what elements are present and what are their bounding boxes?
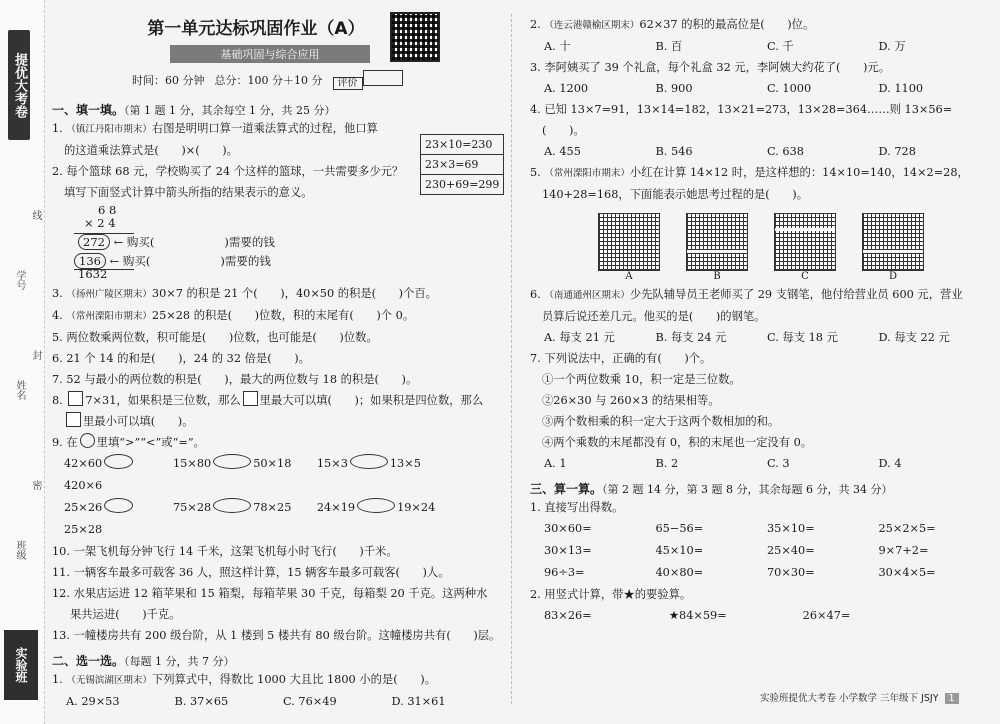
choice-7-item-4: ④两个乘数的末尾都没有 0，积的末尾也一定没有 0。 [542, 436, 813, 449]
left-column [52, 14, 500, 712]
choice-6-line2: 员算后说还差几元。他买的是( )的钢笔。 [542, 310, 766, 323]
calc-row-1: 30×60= 65−56= 35×10= 25×2×5= [544, 522, 936, 535]
class-label: 班级 [14, 540, 25, 560]
compare-row-1: 42×60420×6 15×80 50×18 15×3 13×5 [52, 453, 500, 497]
question-1: 1. （镇江丹阳市期末）右图是明明口算一道乘法算式的过程，他口算 [52, 122, 378, 135]
question-9: 9. 在 里填“>”“<”或“=”。 [52, 432, 500, 453]
page-subtitle: 基础巩固与综合应用 [170, 45, 370, 63]
question-3: 3. （扬州广陵区期末）30×7 的积是 21 个( )，40×50 的积是( )个百。 [52, 287, 437, 300]
question-7: 7. 52 与最小的两位数的积是( )，最大的两位数与 18 的积是( )。 [52, 373, 418, 386]
question-2: 2. 每个篮球 68 元，学校购买了 24 个这样的篮球，一共需要多少元？ [52, 165, 404, 178]
choice-7-item-1: ①一个两位数乘 10，积一定是三位数。 [542, 373, 741, 386]
question-1-line2: 的这道乘法算式是( )×( )。 [64, 144, 238, 157]
section-3-heading: 三、算一算。（第 2 题 14 分，第 3 题 8 分，其余每题 6 分，共 34 分） [530, 482, 893, 496]
page-number: 1 [945, 693, 959, 704]
brand-label: 提优大考卷 [8, 30, 30, 140]
right-column [530, 14, 990, 627]
calc-2-items: 83×26= ★84×59= 26×47= [544, 609, 851, 622]
question-12: 12. 水果店运进 12 箱苹果和 15 箱梨，每箱苹果 30 千克，每箱梨 20 千克。这两种水 [52, 587, 488, 600]
choice-4-options: A. 455 B. 546 C. 638 D. 728 [544, 145, 916, 158]
choice-7-item-3: ③两个数相乘的积一定大于这两个数相加的和。 [542, 415, 780, 428]
choice-4-line2: ( )。 [542, 124, 585, 137]
rating-label: 评价 [333, 77, 363, 90]
question-13: 13. 一幢楼房共有 200 级台阶，从 1 楼到 5 楼共有 80 级台阶。这幢楼房共有( )层。 [52, 629, 501, 642]
circle-icon [80, 433, 95, 448]
question-6: 6. 21 个 14 的和是( )，24 的 32 倍是( )。 [52, 352, 310, 365]
exam-meta [132, 70, 500, 89]
figure-b[interactable]: B [686, 213, 748, 282]
question-5: 5. 两位数乘两位数，积可能是( )位数，也可能是( )位数。 [52, 331, 378, 344]
bind-mark-line: 线 [30, 210, 41, 220]
choice-7-item-2: ②26×30 与 260×3 的结果相等。 [542, 394, 720, 407]
name-label: 姓名 [14, 380, 25, 400]
question-10: 10. 一架飞机每分钟飞行 14 千米，这架飞机每小时飞行( )千米。 [52, 545, 398, 558]
choice-1: 1. （无锡滨湖区期末）下列算式中，得数比 1000 大且比 1800 小的是( )。 [52, 673, 436, 686]
fill-square[interactable] [243, 391, 258, 406]
mental-calc-box: 23×10=230 23×3=69 230+69=299 [420, 134, 504, 195]
time-limit: 时间：60 分钟 [132, 73, 205, 87]
rating-box[interactable] [363, 70, 403, 86]
page-title: 第一单元达标巩固作业（A） [147, 19, 365, 39]
choice-2-options: A. 十 B. 百 C. 千 D. 万 [544, 40, 906, 53]
question-11: 11. 一辆客车最多可载客 36 人，照这样计算，15 辆客车最多可载客( )人。 [52, 566, 450, 579]
binding-strip [0, 0, 45, 724]
choice-6: 6. （南通通州区期末）少先队辅导员王老师买了 29 支钢笔，他付给营业员 600 元，营业 [530, 288, 963, 301]
calc-row-3: 96÷3= 40×80= 70×30= 30×4×5= [544, 566, 936, 579]
choice-7-options: A. 1 B. 2 C. 3 D. 4 [544, 457, 902, 470]
figure-c[interactable]: C [774, 213, 836, 282]
bind-mark-seal: 封 [30, 350, 41, 360]
choice-3-options: A. 1200 B. 900 C. 1000 D. 1100 [544, 82, 924, 95]
choice-3: 3. 李阿姨买了 39 个礼盒，每个礼盒 32 元，李阿姨大约花了( )元。 [530, 61, 891, 74]
calc-2-label: 2. 用竖式计算，带★的要验算。 [530, 588, 692, 601]
logo: 实验班 [4, 630, 38, 700]
choice-7: 7. 下列说法中，正确的有( )个。 [530, 352, 712, 365]
section-2-heading: 二、选一选。（每题 1 分，共 7 分） [52, 654, 235, 668]
question-8-line2: 里最小可以填( )。 [52, 411, 500, 432]
question-8: 8. 7×31，如果积是三位数，那么 里最大可以填( )；如果积是四位数，那么 [52, 390, 500, 411]
figure-a[interactable]: A [598, 213, 660, 282]
question-2-line2: 填写下面竖式计算中箭头所指的结果表示的意义。 [64, 186, 313, 199]
choice-2: 2. （连云港赣榆区期末）62×37 的积的最高位是( )位。 [530, 18, 815, 31]
column-divider [511, 14, 512, 704]
choice-1-options: A. 29×53 B. 37×65 C. 76×49 D. 31×61 [66, 695, 446, 708]
fill-square[interactable] [66, 412, 81, 427]
question-4: 4. （常州溧阳市期末）25×28 的积是( )位数，积的末尾有( )个 0。 [52, 309, 415, 322]
qr-code-icon[interactable] [390, 12, 440, 62]
fill-square[interactable] [68, 391, 83, 406]
question-12-line2: 果共运进( )千克。 [70, 608, 181, 621]
compare-row-2: 25×2625×28 75×28 78×25 24×19 19×24 [52, 497, 500, 541]
choice-5-figures [598, 213, 990, 282]
choice-5-line2: 140+28=168，下面能表示她思考过程的是( )。 [542, 188, 808, 201]
total-score: 总分：100 分＋10 分 [214, 73, 323, 87]
page-footer: 实验班提优大考卷 小学数学 三年级下 JSJY 1 [760, 690, 959, 704]
calc-row-2: 30×13= 45×10= 25×40= 9×7+2= [544, 544, 929, 557]
choice-5: 5. （常州溧阳市期末）小红在计算 14×12 时，是这样想的：14×10=140，14×2=28， [530, 166, 969, 179]
student-id-label: 学号 [14, 270, 25, 290]
choice-4: 4. 已知 13×7=91，13×14=182，13×21=273，13×28=364……则 13×56= [530, 103, 953, 116]
choice-6-options: A. 每支 21 元 B. 每支 24 元 C. 每支 18 元 D. 每支 22 元 [544, 331, 950, 344]
figure-d[interactable]: D [862, 213, 924, 282]
vertical-calculation: 6 8 × 2 4 272 ← 购买( )需要的钱 136 ← 购买( )需要的钱 1632 [74, 203, 500, 279]
section-1-heading: 一、填一填。（第 1 题 1 分，其余每空 1 分，共 25 分） [52, 103, 336, 117]
bind-mark-close: 密 [30, 480, 41, 490]
calc-1-label: 1. 直接写出得数。 [530, 501, 624, 514]
